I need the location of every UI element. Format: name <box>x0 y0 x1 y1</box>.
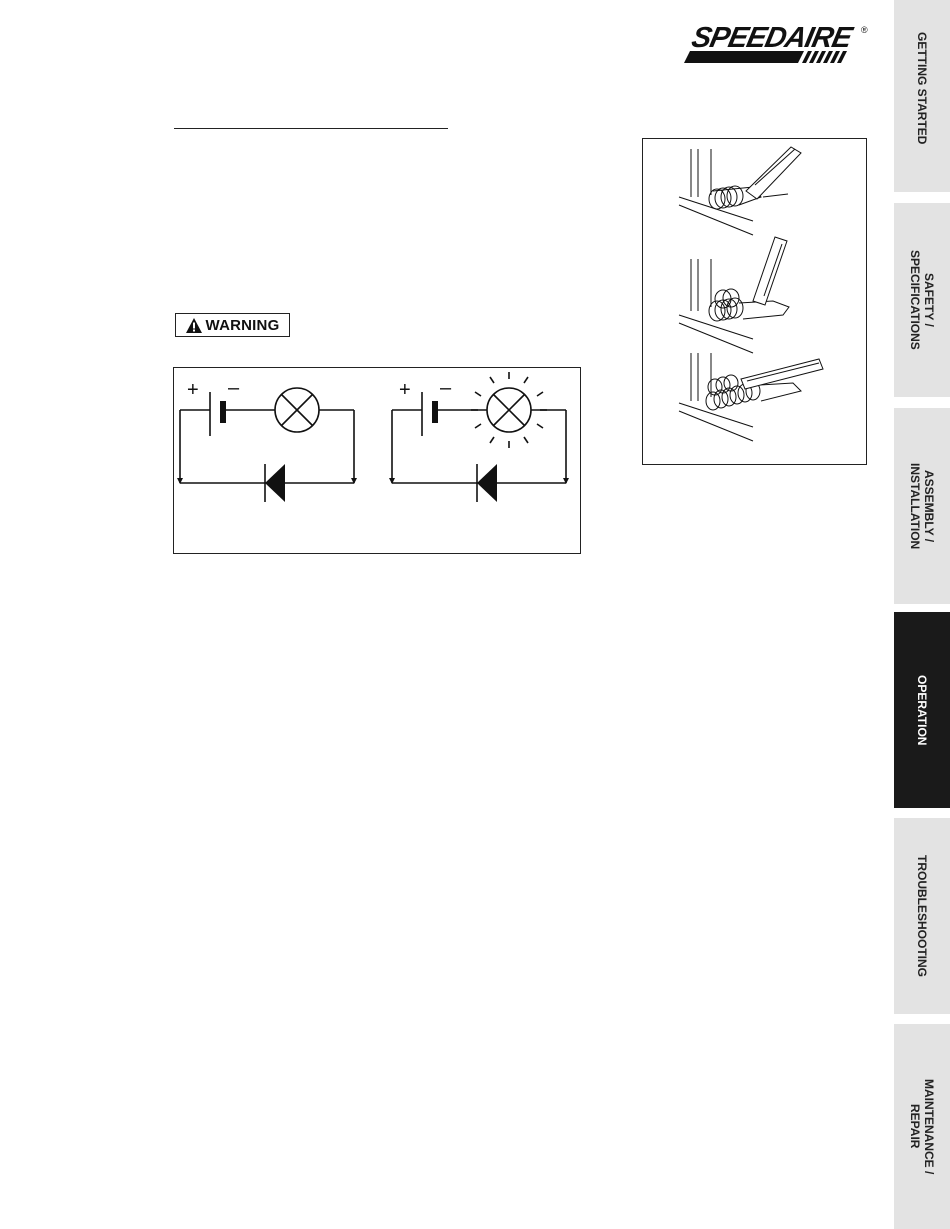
tab-label: SAFETY / SPECIFICATIONS <box>908 250 936 350</box>
brand-name: SPEEDAIRE <box>688 22 855 54</box>
tab-label: ASSEMBLY / INSTALLATION <box>908 462 936 550</box>
tab-label: MAINTENANCE / REPAIR <box>908 1078 936 1175</box>
warning-badge <box>175 313 290 337</box>
warning-triangle-icon <box>186 318 202 333</box>
tab-operation[interactable] <box>894 612 950 808</box>
circuit-unlit <box>180 388 354 502</box>
circuit-drawing <box>174 368 579 552</box>
brand-logo <box>684 24 856 64</box>
tab-getting-started[interactable] <box>894 0 950 192</box>
minus-sign-1: – <box>228 377 240 399</box>
weld-step-3 <box>679 353 823 441</box>
circuit-lit <box>392 372 566 502</box>
section-rule <box>174 128 448 129</box>
section-tabs <box>894 0 950 1229</box>
weld-step-1 <box>679 147 801 235</box>
tab-assembly-installation[interactable] <box>894 408 950 604</box>
tab-label: TROUBLESHOOTING <box>915 855 929 977</box>
tab-maintenance-repair[interactable] <box>894 1024 950 1229</box>
weld-drawing <box>643 139 865 463</box>
registered-mark: ® <box>861 25 868 35</box>
diode-test-diagram <box>173 367 581 554</box>
minus-sign-2: – <box>440 377 452 399</box>
weld-step-2 <box>679 237 789 353</box>
weld-bead-illustration <box>642 138 867 465</box>
warning-label: WARNING <box>205 316 280 334</box>
plus-sign-2: + <box>399 379 411 401</box>
tab-safety-specifications[interactable] <box>894 203 950 397</box>
tab-label: GETTING STARTED <box>915 32 929 145</box>
plus-sign-1: + <box>187 379 199 401</box>
tab-troubleshooting[interactable] <box>894 818 950 1014</box>
tab-label: OPERATION <box>915 674 929 746</box>
